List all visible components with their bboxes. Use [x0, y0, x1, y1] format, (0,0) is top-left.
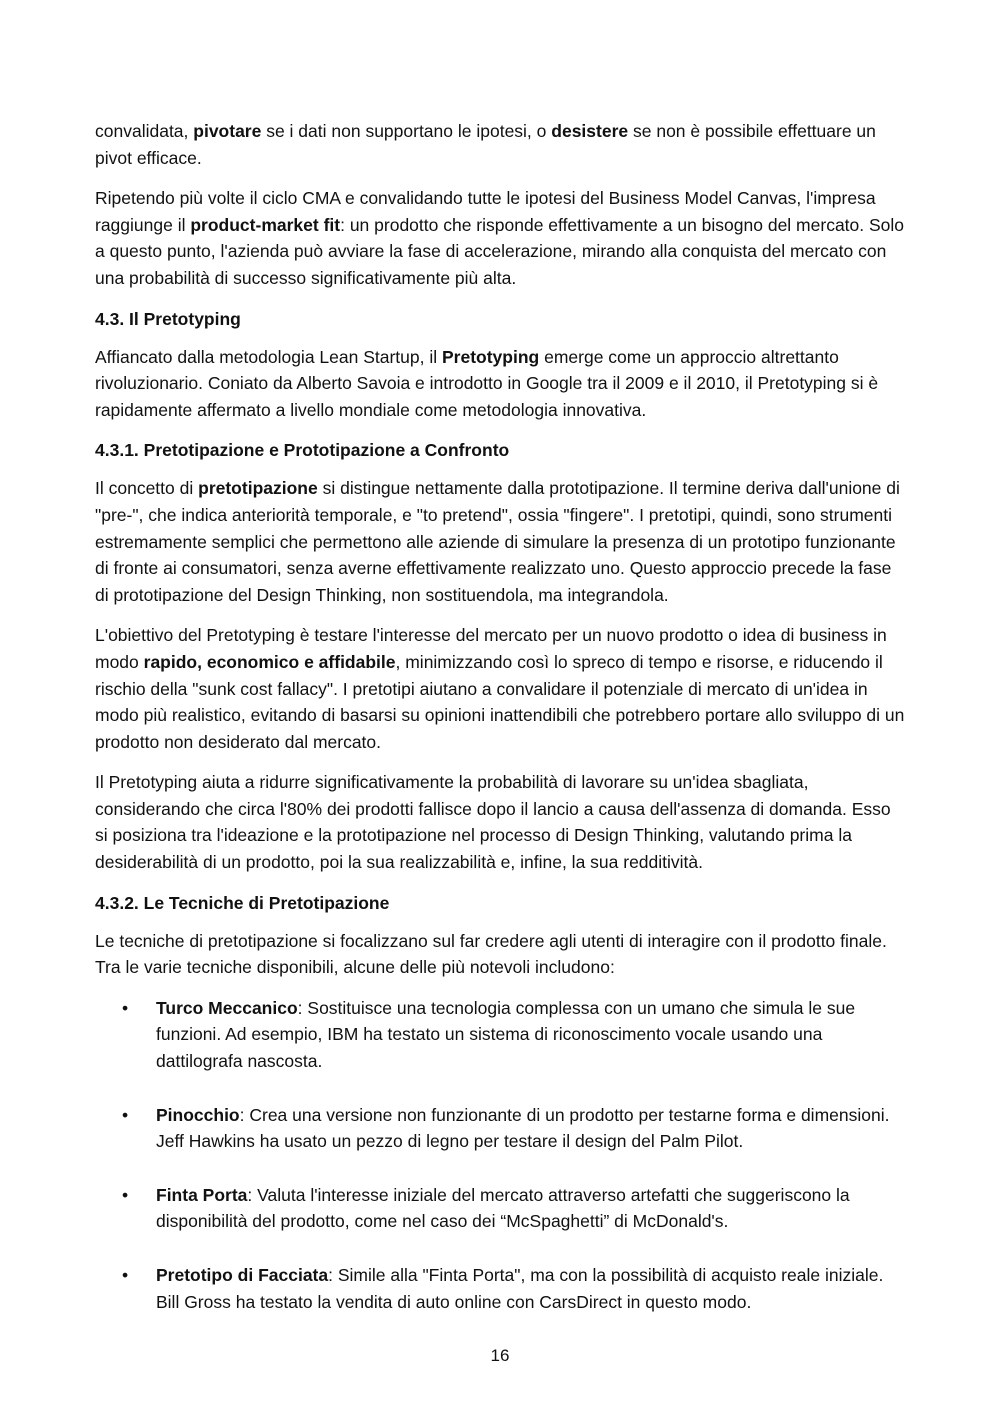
text-span: emerge come un approccio altrettanto rivoluzionario. Coniato da Alberto Savoia e introdotto in Google tra il 2009 e il 2010, il Pretotyping si è rapidamente affermato a livello mondiale come metodologia innovativa. [95, 346, 879, 420]
bold-term-pretotipazione: pretotipazione [198, 478, 318, 499]
list-item-turco-meccanico [95, 995, 907, 1075]
section-heading-4-3: 4.3. Il Pretotyping [95, 308, 241, 329]
section-heading-4-3-1: 4.3.1. Pretotipazione e Prototipazione a Confronto [95, 440, 510, 461]
bold-term-pretotyping: Pretotyping [442, 346, 540, 367]
list-item-text: : Sostituisce una tecnologia complessa con un umano che simula le sue funzioni. Ad esempio, IBM ha testato un sistema di riconoscimento vocale usando una dattilografa nascosta. [156, 997, 856, 1072]
text-span: Ripetendo più volte il ciclo CMA e convalidando tutte le ipotesi del Business Model Canvas, l'impresa raggiunge il [95, 188, 876, 235]
list-item-text: : Valuta l'interesse iniziale del mercato attraverso artefatti che suggeriscono la disponibilità del prodotto, come nel caso dei “McSpaghetti” di McDonald's. [156, 1184, 850, 1232]
list-item-term: Turco Meccanico [156, 997, 298, 1018]
list-item-term: Finta Porta [156, 1184, 248, 1205]
text-span: L'obiettivo del Pretotyping è testare l'interesse del mercato per un nuovo prodotto o idea di business in modo [95, 625, 887, 672]
paragraph-pretotyping-objective [95, 622, 907, 755]
list-item-pretotipo-di-facciata [95, 1262, 907, 1315]
text-span: si distingue nettamente dalla prototipazione. Il termine deriva dall'unione di "pre-", che indica anteriorità temporale, e "to pretend", ossia "fingere". I pretotipi, quindi, sono strumenti estremamente semplici che permettono alle aziende di simulare la presenza di un prototipo funzionante di fronte ai consumatori, senza averne effettivamente realizzato uno. Questo approccio precede la fase di prototipazione del Design Thinking, non sostituendola, ma integrandola. [95, 478, 900, 605]
list-item-term: Pretotipo di Facciata [156, 1265, 329, 1285]
bullet-marker: • [122, 1265, 129, 1285]
text-span: Affiancato dalla metodologia Lean Startup, il [95, 346, 442, 367]
bullet-marker: • [122, 997, 129, 1018]
paragraph-pretotipazione-concept [95, 475, 907, 608]
bold-term-product-market-fit: product-market fit [190, 214, 341, 235]
bold-term-rapido-economico-affidabile: rapido, economico e affidabile [143, 651, 396, 672]
paragraph-techniques-intro: Le tecniche di pretotipazione si focalizzano sul far credere agli utenti di interagire con il prodotto finale. Tra le varie tecniche disponibili, alcune delle più notevoli includono: [95, 930, 887, 978]
list-item-finta-porta [95, 1182, 907, 1235]
bullet-marker: • [122, 1184, 129, 1205]
paragraph-pretotyping-intro [95, 344, 907, 424]
text-span: se non è possibile effettuare un pivot efficace. [95, 121, 876, 168]
text-span: : un prodotto che risponde effettivamente a un bisogno del mercato. Solo a questo punto, l'azienda può avviare la fase di accelerazione, mirando alla conquista del mercato con una probabilità di successo significativamente più alta. [95, 214, 905, 288]
bold-term-desistere: desistere [551, 121, 629, 141]
bold-term-pivotare: pivotare [193, 121, 262, 141]
paragraph-pivot-conclusion [95, 118, 907, 171]
text-span: , minimizzando così lo spreco di tempo e risorse, e riducendo il rischio della "sunk cost fallacy". I pretotipi aiutano a convalidare il potenziale di mercato di un'idea in modo più realistico, evitando di basarsi su opinioni inattendibili che potrebbero portare allo sviluppo di un prodotto non desiderato dal mercato. [95, 651, 905, 752]
paragraph-pretotyping-benefits: Il Pretotyping aiuta a ridurre significativamente la probabilità di lavorare su un'idea sbagliata, considerando che circa l'80% dei prodotti fallisce dopo il lancio a causa dell'assenza di domanda. Esso si posiziona tra l'ideazione e la prototipazione nel processo di Design Thinking, valutando prima la desiderabilità di un prodotto, poi la sua realizzabilità e, infine, la sua redditività. [95, 772, 891, 873]
page-number: 16 [490, 1346, 510, 1365]
list-item-pinocchio [95, 1102, 907, 1155]
list-item-text: : Crea una versione non funzionante di un prodotto per testarne forma e dimensioni. Jeff Hawkins ha usato un pezzo di legno per testare il design del Palm Pilot. [156, 1104, 890, 1152]
document-page [95, 118, 907, 1342]
list-item-text: : Simile alla "Finta Porta", ma con la possibilità di acquisto reale iniziale. Bill Gross ha testato la vendita di auto online con CarsDirect in questo modo. [156, 1265, 884, 1312]
techniques-list [95, 995, 907, 1315]
text-span: Il concetto di [95, 478, 199, 499]
section-heading-4-3-2: 4.3.2. Le Tecniche di Pretotipazione [95, 892, 390, 913]
list-item-term: Pinocchio [156, 1104, 240, 1125]
bullet-marker: • [122, 1104, 129, 1125]
paragraph-product-market-fit [95, 185, 907, 291]
text-span: se i dati non supportano le ipotesi, o [261, 121, 552, 141]
text-span: convalidata, [95, 121, 194, 141]
